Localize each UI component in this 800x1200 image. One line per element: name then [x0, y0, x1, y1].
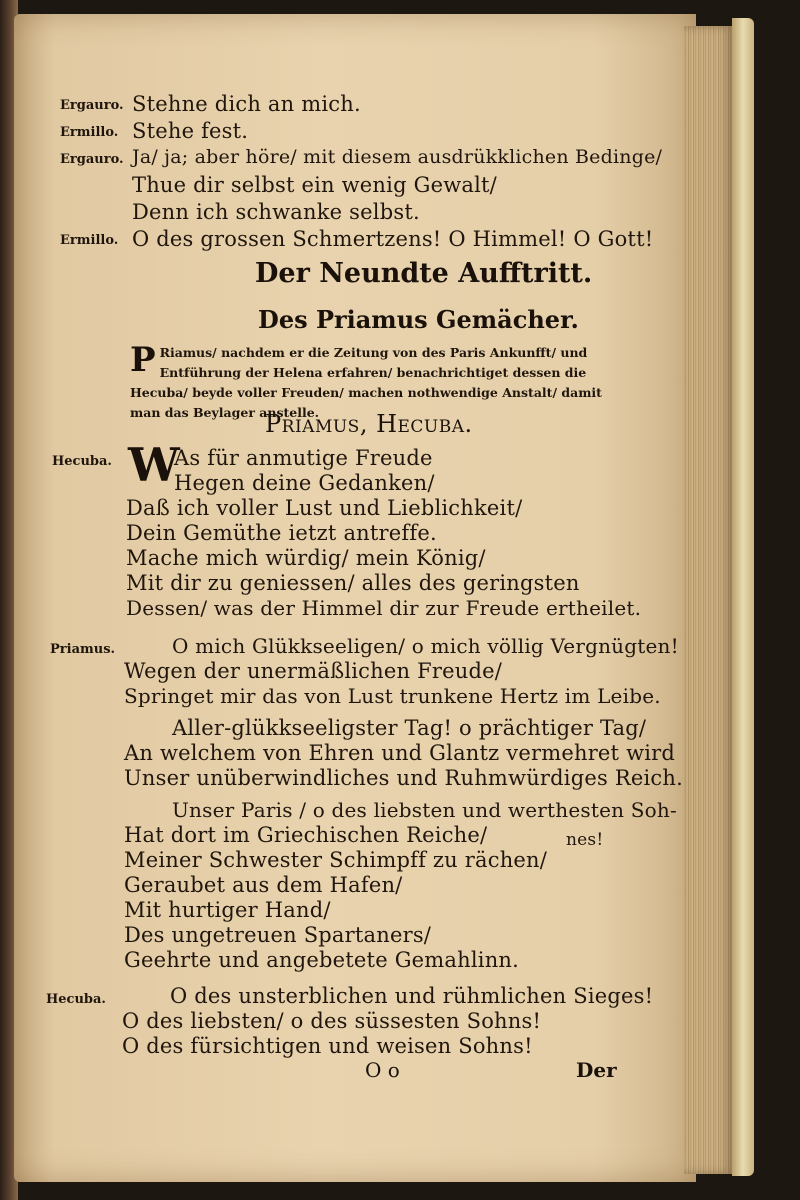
verse-line: Aller-glükkseeligster Tag! o prächtiger Tag/ — [172, 716, 647, 740]
speaker-label: Ermillo. — [60, 125, 119, 140]
verse-line: Geraubet aus dem Hafen/ — [124, 873, 403, 897]
argument-text: Riamus/ nachdem er die Zeitung von des Paris Ankunfft/ und Entführung der Helena erfahren/ benachrichtiget dessen die Hecuba/ beyde voller Freuden/ machen nothwendige Anstalt/ damit man das Beylager anstelle. — [130, 345, 602, 420]
verse-line: Meiner Schwester Schimpff zu rächen/ — [124, 848, 548, 872]
verse-line: Stehe fest. — [132, 119, 249, 143]
verse-line: Unser Paris / o des liebsten und werthesten Soh- — [172, 798, 677, 822]
verse-line: Hat dort im Griechischen Reiche/ — [124, 823, 488, 847]
speaker-label: Hecuba. — [46, 992, 106, 1007]
verse-line: Hegen deine Gedanken/ — [174, 471, 435, 495]
verse-line: Ja/ ja; aber höre/ mit diesem ausdrükklichen Bedinge/ — [132, 146, 663, 168]
verse-line-turnover: nes! — [566, 830, 604, 850]
verse-line: Daß ich voller Lust und Lieblichkeit/ — [126, 496, 523, 520]
drop-cap-initial: W — [128, 438, 180, 492]
verse-line: Mit hurtiger Hand/ — [124, 898, 331, 922]
verse-line: O des fürsichtigen und weisen Sohns! — [122, 1034, 533, 1058]
speaker-label: Priamus. — [50, 642, 116, 657]
verse-line: As für anmutige Freude — [174, 446, 433, 470]
dramatis-personae: Priamus, Hecuba. — [265, 410, 473, 438]
verse-line: Mit dir zu geniessen/ alles des geringsten — [126, 571, 580, 595]
signature-mark: O o — [365, 1058, 400, 1082]
place-heading: Des Priamus Gemächer. — [258, 305, 579, 334]
verse-line: Denn ich schwanke selbst. — [132, 200, 420, 224]
verse-line: Wegen der unermäßlichen Freude/ — [124, 659, 502, 683]
verse-line: Stehne dich an mich. — [132, 92, 361, 116]
verse-line: O des liebsten/ o des süssesten Sohns! — [122, 1009, 542, 1033]
book-cover-edge — [732, 18, 754, 1176]
verse-line: Springet mir das von Lust trunkene Hertz im Leibe. — [124, 684, 661, 708]
verse-line: Mache mich würdig/ mein König/ — [126, 546, 486, 570]
catchword: Der — [576, 1058, 617, 1082]
verse-line: O des grossen Schmertzens! O Himmel! O Gott! — [132, 227, 654, 251]
verse-line: Dessen/ was der Himmel dir zur Freude ertheilet. — [126, 596, 642, 620]
speaker-label: Ergauro. — [60, 98, 124, 113]
verse-line: Unser unüberwindliches und Ruhmwürdiges Reich. — [124, 766, 683, 790]
speaker-label: Ergauro. — [60, 152, 124, 167]
verse-line: Des ungetreuen Spartaners/ — [124, 923, 432, 947]
scene-heading: Der Neundte Aufftritt. — [255, 258, 593, 289]
argument-initial: P — [130, 340, 156, 380]
verse-line: O mich Glükkseeligen/ o mich völlig Vergnügten! — [172, 634, 679, 658]
verse-line: Dein Gemüthe ietzt antreffe. — [126, 521, 437, 545]
verse-line: O des unsterblichen und rühmlichen Sieges! — [170, 984, 654, 1008]
page-fore-edge — [684, 26, 734, 1174]
speaker-label: Ermillo. — [60, 233, 119, 248]
speaker-label: Hecuba. — [52, 454, 112, 469]
verse-line: An welchem von Ehren und Glantz vermehret wird — [124, 741, 676, 765]
verse-line: Thue dir selbst ein wenig Gewalt/ — [132, 173, 497, 197]
verse-line: Geehrte und angebetete Gemahlinn. — [124, 948, 520, 972]
